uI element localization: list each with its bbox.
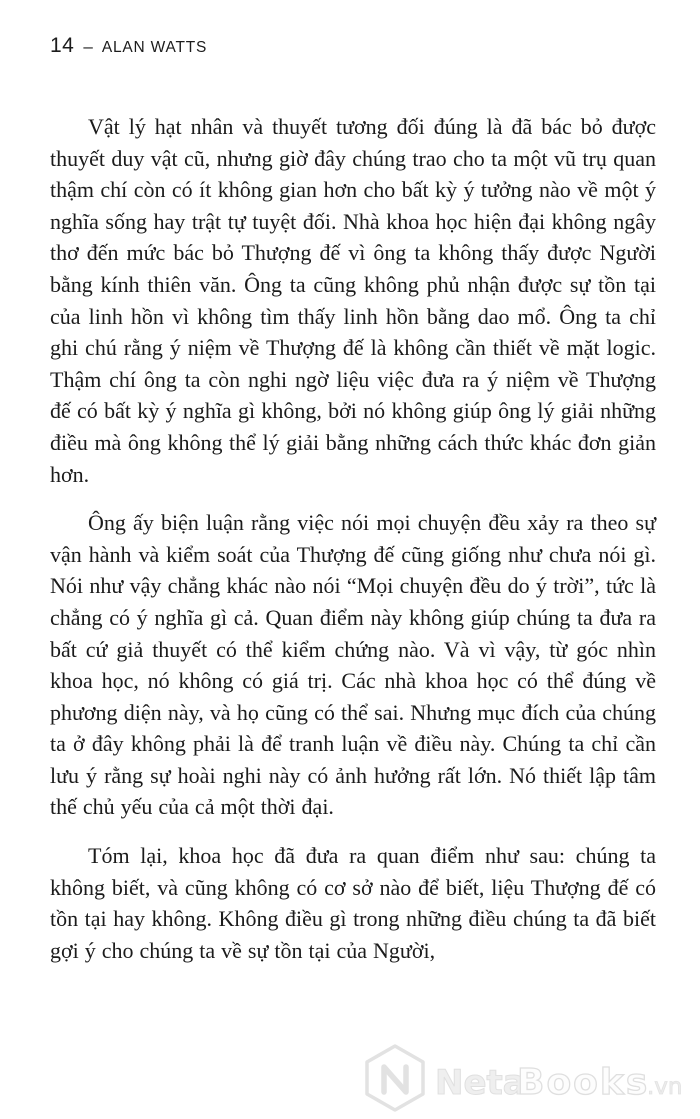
author-name: ALAN WATTS xyxy=(101,39,208,56)
paragraph-2: Ông ấy biện luận rằng việc nói mọi chuyện đều xảy ra theo sự vận hành và kiểm soát của Thượng đế cũng giống như chưa nói gì. Nói như vậy chẳng khác nào nói “Mọi chuyện đều do ý trời”, tức là chẳng có ý nghĩa gì cả. Quan điểm này không giúp chúng ta đưa ra bất cứ giả thuyết có thể kiểm chứng nào. Và vì vậy, từ góc nhìn khoa học, nó không có giá trị. Các nhà khoa học có thể đúng về phương diện này, và họ cũng có thể sai. Nhưng mục đích của chúng ta ở đây không phải là để tranh luận về điều này. Chúng ta chỉ cần lưu ý rằng sự hoài nghi này có ảnh hưởng rất lớn. Nó thiết lập tâm thế chủ yếu của cả một thời đại. xyxy=(50,510,656,820)
paragraph-1: Vật lý hạt nhân và thuyết tương đối đúng là đã bác bỏ được thuyết duy vật cũ, nhưng giờ đây chúng trao cho ta một vũ trụ quan thậm chí còn có ít không gian hơn cho bất kỳ ý tưởng nào về một ý nghĩa sống hay trật tự tuyệt đối. Nhà khoa học hiện đại không ngây thơ đến mức bác bỏ Thượng đế vì ông ta không thấy được Người bằng kính thiên văn. Ông ta cũng không phủ nhận được sự tồn tại của linh hồn vì không tìm thấy linh hồn bằng dao mổ. Ông ta chỉ ghi chú rằng ý niệm về Thượng đế là không cần thiết về mặt logic. Thậm chí ông ta còn nghi ngờ liệu việc đưa ra ý niệm về Thượng đế có bất kỳ ý nghĩa gì không, bởi nó không giúp ông lý giải những điều mà ông không thể lý giải bằng những cách thức khác đơn giản hơn. xyxy=(50,114,656,487)
watermark-brand-primary: Neta xyxy=(435,1063,526,1103)
page-body xyxy=(50,111,656,983)
netabooks-watermark-graphic xyxy=(363,1043,697,1115)
watermark-domain-suffix: .vn xyxy=(647,1074,683,1100)
watermark-brand-secondary: Books xyxy=(517,1062,650,1103)
paragraph-3: Tóm lại, khoa học đã đưa ra quan điểm như sau: chúng ta không biết, và cũng không có cơ sở nào để biết, liệu Thượng đế có tồn tại hay không. Không điều gì trong những điều chúng ta đã biết gợi ý cho chúng ta về sự tồn tại của Người, xyxy=(50,843,656,963)
netabooks-watermark xyxy=(363,1043,697,1115)
page-header xyxy=(50,34,207,58)
hexagon-n-icon xyxy=(367,1046,423,1110)
header-separator-dash: – xyxy=(83,37,93,56)
page-number: 14 xyxy=(50,34,75,57)
